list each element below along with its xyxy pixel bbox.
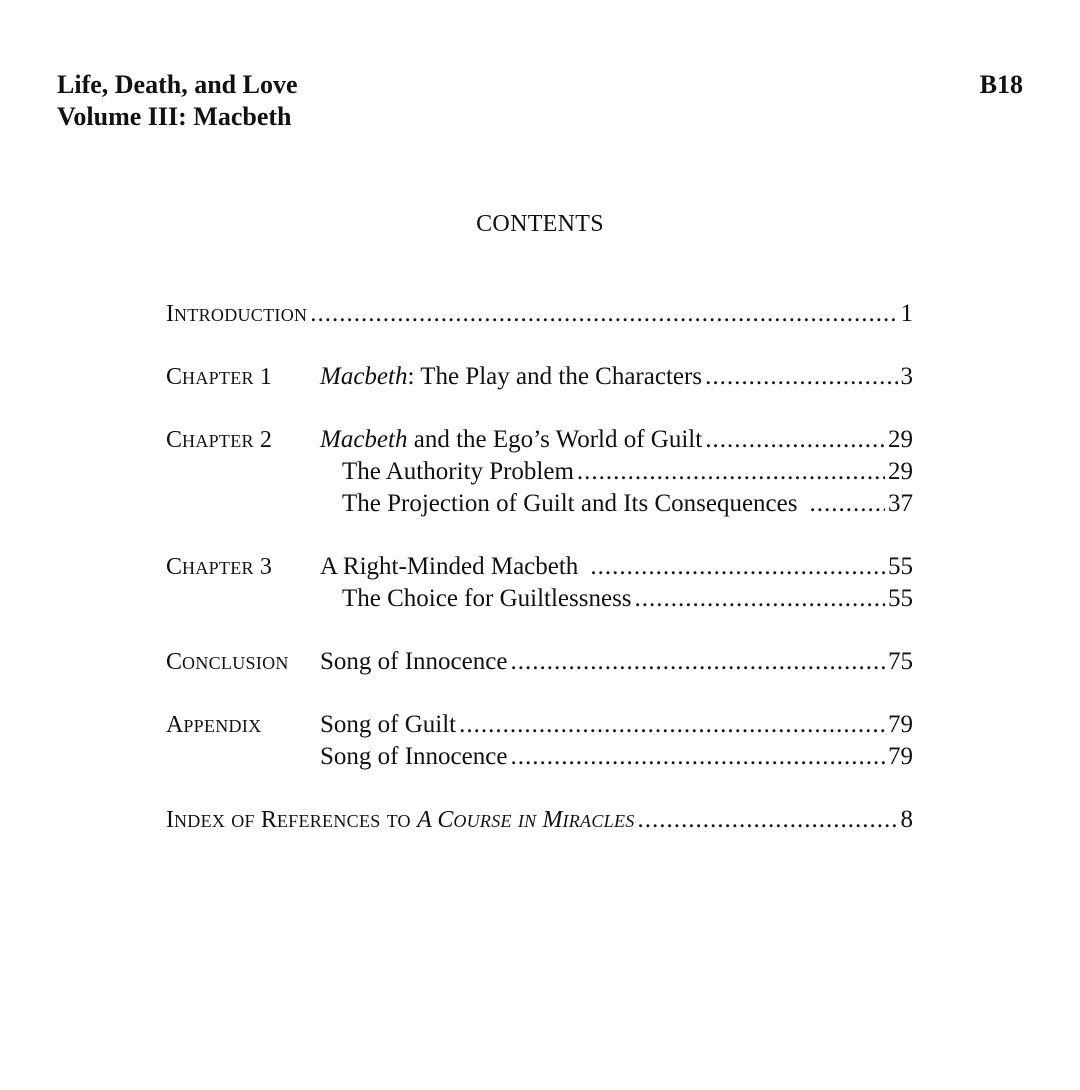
toc-label-chapter-3: CHAPTER 3 [166, 554, 272, 580]
toc-title-chapter-1: Macbeth: The Play and the Characters [320, 363, 703, 390]
dot-leader [459, 709, 885, 741]
toc-row-index [166, 804, 913, 836]
toc-row-chapter-3-section-1 [166, 583, 913, 615]
toc-label-chapter-2: CHAPTER 2 [166, 427, 272, 453]
toc-page-authority-problem: 29 [888, 458, 913, 485]
dot-leader [510, 741, 885, 773]
toc-title-authority-problem: The Authority Problem [342, 458, 574, 485]
toc-page-song-of-guilt: 79 [888, 711, 913, 738]
toc-row-chapter-2-section-2 [166, 488, 913, 520]
book-title-line2: Volume III: Macbeth [57, 102, 292, 131]
toc-title-song-of-innocence: Song of Innocence [320, 743, 508, 770]
toc-title-choice-for-guiltlessness: The Choice for Guiltlessness [342, 585, 632, 612]
table-of-contents [166, 298, 913, 836]
dot-leader [590, 551, 885, 583]
toc-title-chapter-3: A Right-Minded Macbeth [320, 553, 579, 580]
contents-heading: CONTENTS [476, 211, 604, 237]
toc-page-conclusion: 75 [888, 648, 913, 675]
toc-row-chapter-2-section-1 [166, 456, 913, 488]
toc-page-introduction: 1 [900, 300, 913, 327]
toc-title-projection-of-guilt: The Projection of Guilt and Its Consequences [342, 490, 798, 517]
toc-row-introduction [166, 298, 913, 330]
toc-page-chapter-3: 55 [888, 553, 913, 580]
toc-page-chapter-1: 3 [900, 363, 913, 390]
toc-label-introduction: INTRODUCTION [166, 301, 308, 327]
dot-leader [635, 583, 885, 615]
toc-label-conclusion: CONCLUSION [166, 649, 289, 675]
toc-title-song-of-guilt: Song of Guilt [320, 711, 457, 738]
toc-row-chapter-1 [166, 361, 913, 393]
book-title-line1: Life, Death, and Love [57, 70, 298, 99]
book-code: B18 [979, 70, 1023, 99]
toc-row-appendix-2 [166, 741, 913, 773]
dot-leader [638, 804, 898, 836]
toc-page-index: 8 [900, 806, 913, 833]
toc-row-conclusion [166, 646, 913, 678]
dot-leader [310, 298, 897, 330]
toc-page-song-of-innocence: 79 [888, 743, 913, 770]
toc-label-appendix: APPENDIX [166, 712, 262, 738]
toc-row-appendix-1 [166, 709, 913, 741]
dot-leader [577, 456, 885, 488]
toc-row-chapter-2 [166, 424, 913, 456]
toc-row-chapter-3 [166, 551, 913, 583]
toc-page-chapter-2: 29 [888, 426, 913, 453]
book-title [57, 69, 298, 133]
toc-label-chapter-1: CHAPTER 1 [166, 364, 272, 390]
dot-leader [510, 646, 885, 678]
toc-title-conclusion: Song of Innocence [320, 648, 508, 675]
dot-leader [705, 361, 897, 393]
toc-label-index: INDEX OF REFERENCES TO A COURSE IN MIRACLES [166, 807, 635, 833]
toc-title-chapter-2: Macbeth and the Ego’s World of Guilt [320, 426, 703, 453]
dot-leader [809, 488, 885, 520]
toc-page-choice-for-guiltlessness: 55 [888, 585, 913, 612]
toc-page-projection-of-guilt: 37 [888, 490, 913, 517]
dot-leader [705, 424, 885, 456]
